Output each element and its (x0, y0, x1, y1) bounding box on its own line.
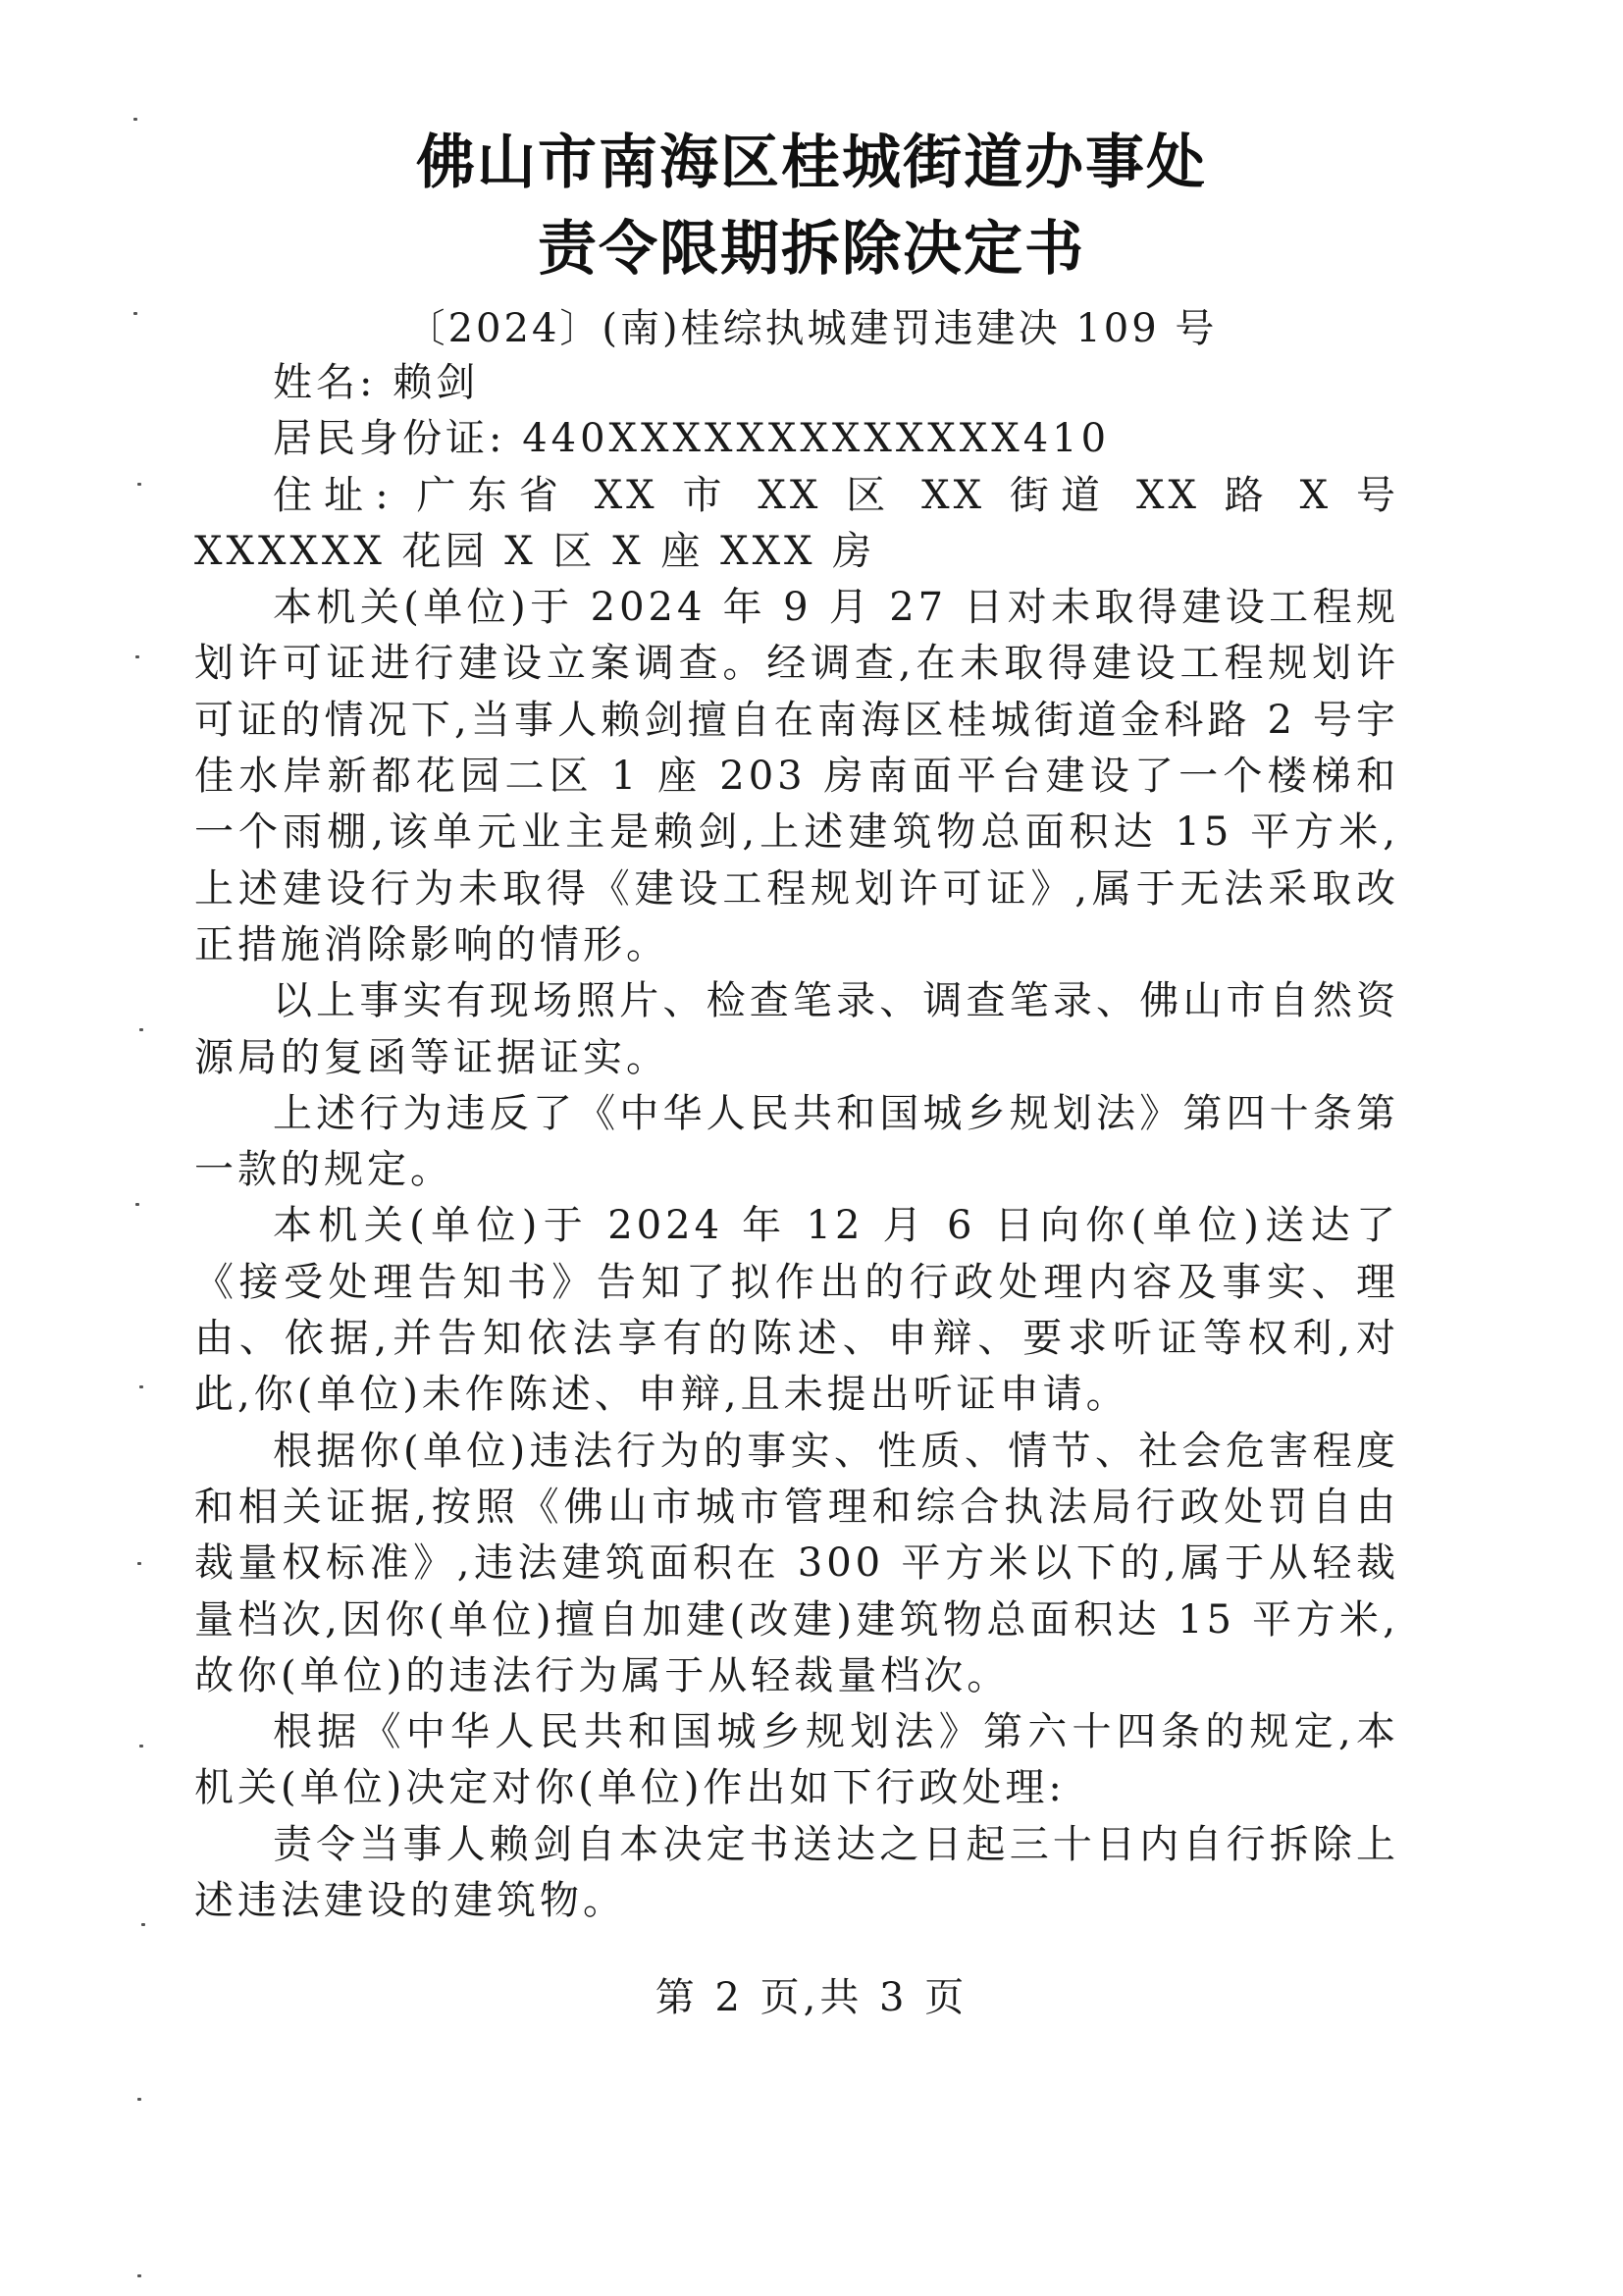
paragraph-evidence: 以上事实有现场照片、检查笔录、调查笔录、佛山市自然资源局的复函等证据证实。 (194, 978, 1399, 1080)
paragraph-decision: 责令当事人赖剑自本决定书送达之日起三十日内自行拆除上述违法建设的建筑物。 (194, 1821, 1399, 1924)
scan-mark (135, 655, 139, 658)
paragraph-notice: 本机关(单位)于 2024 年 12 月 6 日向你(单位)送达了《接受处理告知书》告知了拟作出的行政处理内容及事实、理由、依据,并告知依法享有的陈述、申辩、要求听证等权利,对此,你(单位)未作陈述、申辩,且未提出听证申请。 (194, 1203, 1399, 1418)
scan-mark (139, 1028, 143, 1031)
scan-mark (133, 312, 137, 315)
scan-mark (137, 2274, 141, 2277)
document-issuer-title: 佛山市南海区桂城街道办事处 (416, 129, 1207, 197)
scan-mark (137, 1562, 141, 1565)
scan-mark (135, 1203, 139, 1206)
document-number: 〔2024〕(南)桂综执城建罚违建决 109 号 (405, 306, 1218, 351)
scan-mark (139, 1385, 143, 1388)
scan-mark (139, 1745, 143, 1748)
party-address: 住址: 广东省 XX 市 XX 区 XX 街道 XX 路 X 号 XXXXXX 花园 X 区 X 座 XXX 房 (194, 472, 1399, 574)
party-name: 姓名: 赖剑 (273, 360, 480, 405)
document-title: 责令限期拆除决定书 (538, 215, 1085, 284)
scan-mark (137, 483, 141, 486)
paragraph-legal-basis: 根据《中华人民共和国城乡规划法》第六十四条的规定,本机关(单位)决定对你(单位)作出如下行政处理: (194, 1709, 1399, 1811)
scan-mark (133, 118, 137, 121)
party-id: 居民身份证: 440XXXXXXXXXXXXX410 (273, 416, 1111, 462)
paragraph-investigation: 本机关(单位)于 2024 年 9 月 27 日对未取得建设工程规划许可证进行建设立案调查。经调查,在未取得建设工程规划许可证的情况下,当事人赖剑擅自在南海区桂城街道金科路 2 号宇佳水岸新都花园二区 1 座 203 房南面平台建设了一个楼梯和一个雨棚,该单元业主是赖剑,上述建筑物总面积达 15 平方米,上述建设行为未取得《建设工程规划许可证》,属于无法采取改正措施消除影响的情形。 (194, 585, 1399, 967)
page-number-footer: 第 2 页,共 3 页 (654, 1975, 969, 2020)
scan-mark (137, 2098, 141, 2101)
paragraph-discretion: 根据你(单位)违法行为的事实、性质、情节、社会危害程度和相关证据,按照《佛山市城市管理和综合执法局行政处罚自由裁量权标准》,违法建筑面积在 300 平方米以下的,属于从轻裁量档次,因你(单位)擅自加建(改建)建筑物总面积达 15 平方米,故你(单位)的违法行为属于从轻裁量档次。 (194, 1428, 1399, 1698)
document-body (194, 355, 1399, 1929)
scan-mark (141, 1923, 145, 1926)
paragraph-violation: 上述行为违反了《中华人民共和国城乡规划法》第四十条第一款的规定。 (194, 1090, 1399, 1193)
